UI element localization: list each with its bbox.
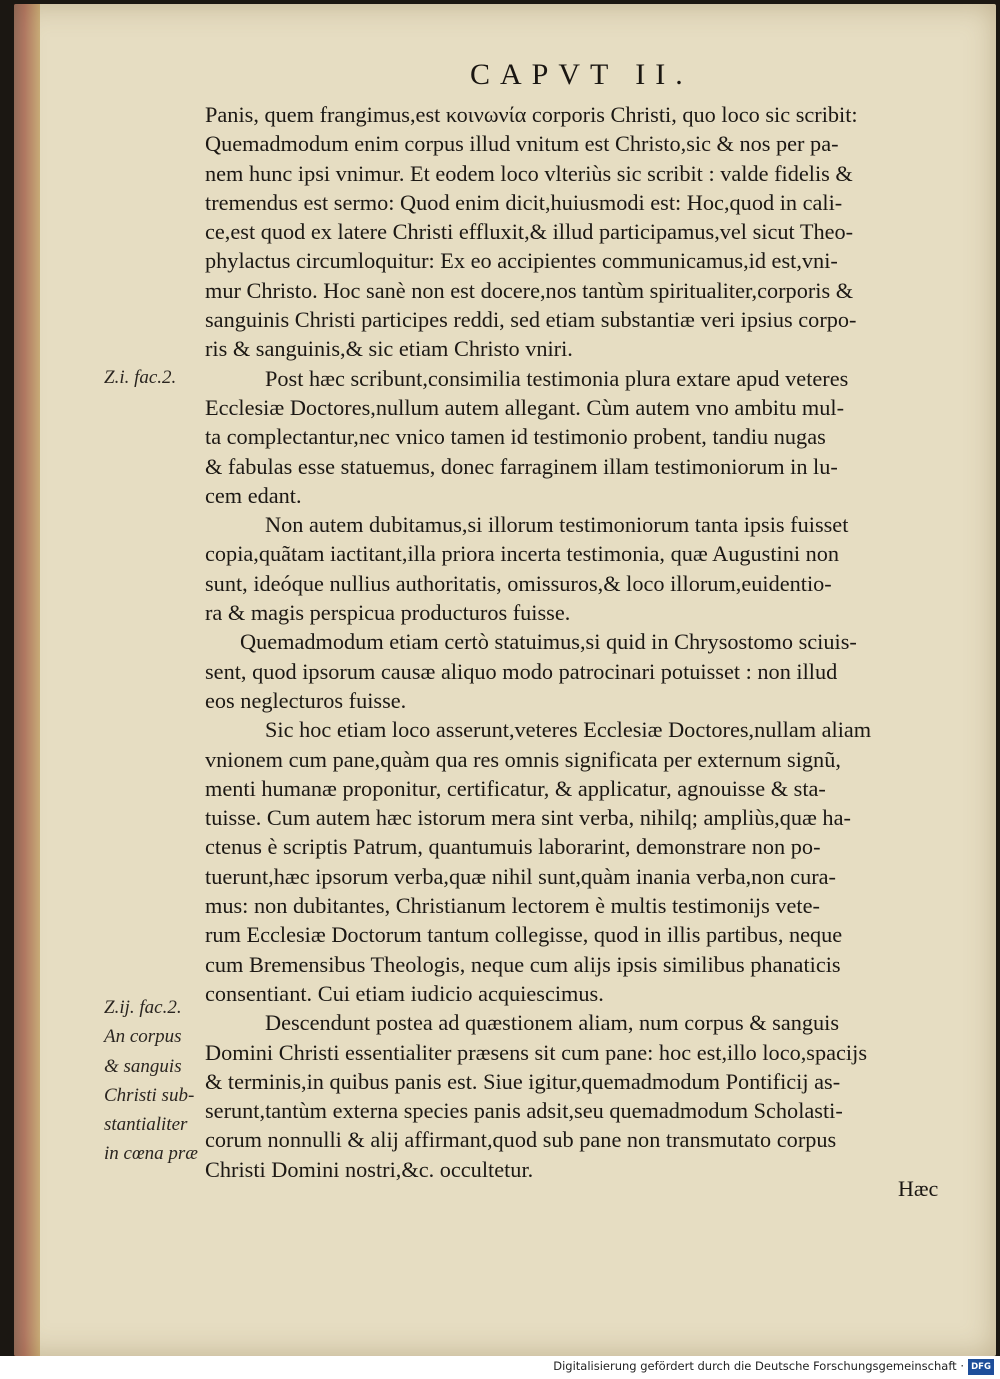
text-line: tremendus est sermo: Quod enim dicit,huiusmodi est: Hoc,quod in cali- (205, 189, 843, 215)
text-line: consentiant. Cui etiam iudicio acquiescimus. (205, 980, 604, 1006)
dfg-logo: DFG (968, 1359, 994, 1375)
margin-note-line: stantialiter (104, 1114, 188, 1136)
text-line: ris & sanguinis,& sic etiam Christo vniri. (205, 336, 573, 362)
text-line: Post hæc scribunt,consimilia testimonia plura extare apud veteres (265, 365, 849, 391)
text-line: ra & magis perspicua producturos fuisse. (205, 600, 571, 626)
text-line: Non autem dubitamus,si illorum testimoniorum tanta ipsis fuisset (265, 512, 849, 538)
text-line: sunt, ideóque nullius authoritatis, omissuros,& loco illorum,euidentio- (205, 570, 832, 596)
text-line: cum Bremensibus Theologis, neque cum alijs ipsis similibus phanaticis (205, 951, 841, 977)
margin-note-2 (104, 993, 209, 1169)
text-line: cem edant. (205, 482, 302, 508)
text-line: phylactus circumloquitur: Ex eo accipientes communicamus,id est,vni- (205, 248, 838, 274)
margin-note-line: & sanguis (104, 1055, 182, 1077)
margin-note-1: Z.i. fac.2. (104, 367, 177, 388)
funding-credit: Digitalisierung gefördert durch die Deutsche Forschungsgemeinschaft · (553, 1359, 964, 1373)
text-line: Panis, quem frangimus,est κοινωνία corporis Christi, quo loco sic scribit: (205, 102, 858, 127)
text-line: copia,quãtam iactitant,illa priora incerta testimonia, quæ Augustini non (205, 541, 840, 567)
book-spine-edge (14, 4, 40, 1356)
text-line: Quemadmodum etiam certò statuimus,si quid in Chrysostomo sciuis- (240, 629, 857, 655)
margin-note-line: Z.ij. fac.2. (104, 997, 182, 1018)
text-line: rum Ecclesiæ Doctorum tantum collegisse, quod in illis partibus, neque (205, 922, 843, 948)
text-line: sanguinis Christi participes reddi, sed etiam substantiæ veri ipsius corpo- (205, 307, 857, 333)
text-line: Quemadmodum enim corpus illud vnitum est Christo,sic & nos per pa- (205, 131, 839, 157)
catchword: Hæc (898, 1176, 939, 1201)
text-line: Sic hoc etiam loco asserunt,veteres Ecclesiæ Doctores,nullam aliam (265, 717, 872, 743)
text-line: & fabulas esse statuemus, donec farraginem illam testimoniorum in lu- (205, 453, 838, 479)
text-line: tuisse. Cum autem hæc istorum mera sint verba, nihilq; ampliùs,quæ ha- (205, 805, 851, 831)
text-line: menti humanæ proponitur, certificatur, & applicatur, agnouisse & sta- (205, 775, 826, 801)
margin-note-line: Christi sub- (104, 1084, 195, 1106)
page-header: CAPVT II. (470, 58, 693, 91)
text-line: tuerunt,hæc ipsorum verba,quæ nihil sunt,quàm inania verba,non cura- (205, 863, 836, 889)
text-line: serunt,tantùm externa species panis adsit,seu quemadmodum Scholasti- (205, 1098, 843, 1124)
text-line: eos neglecturos fuisse. (205, 687, 407, 713)
text-line: Domini Christi essentialiter præsens sit cum pane: hoc est,illo loco,spacijs (205, 1039, 867, 1065)
text-line: Christi Domini nostri,&c. occultetur. (205, 1156, 534, 1182)
text-line: ce,est quod ex latere Christi effluxit,& illud participamus,vel sicut Theo- (205, 219, 854, 245)
text-line: Ecclesiæ Doctores,nullum autem allegant. Cùm autem vno ambitu mul- (205, 394, 845, 420)
text-line: Descendunt postea ad quæstionem aliam, num corpus & sanguis (265, 1010, 840, 1036)
margin-note-line: An corpus (104, 1026, 182, 1048)
text-line: corum nonnulli & alij affirmant,quod sub pane non transmutato corpus (205, 1127, 837, 1153)
margin-note-line: in cœna præ (104, 1143, 198, 1165)
text-line: ctenus è scriptis Patrum, quantumuis laborarint, demonstrare non po- (205, 834, 821, 860)
text-line: nem hunc ipsi vnimur. Et eodem loco vlteriùs sic scribit : valde fidelis & (205, 160, 853, 186)
text-line: mus: non dubitantes, Christianum lectorem è multis testimonijs vete- (205, 893, 820, 919)
body-text (205, 100, 945, 1184)
text-line: & terminis,in quibus panis est. Siue igitur,quemadmodum Pontificij as- (205, 1068, 841, 1094)
text-line: ta complectantur,nec vnico tamen id testimonio probent, tandiu nugas (205, 424, 826, 450)
text-line: mur Christo. Hoc sanè non est docere,nos tantùm spiritualiter,corporis & (205, 277, 854, 303)
text-line: vnionem cum pane,quàm qua res omnis significata per externum signũ, (205, 746, 841, 772)
footer-bar (0, 1356, 1000, 1379)
text-line: sent, quod ipsorum causæ aliquo modo patrocinari potuisset : non illud (205, 658, 838, 684)
